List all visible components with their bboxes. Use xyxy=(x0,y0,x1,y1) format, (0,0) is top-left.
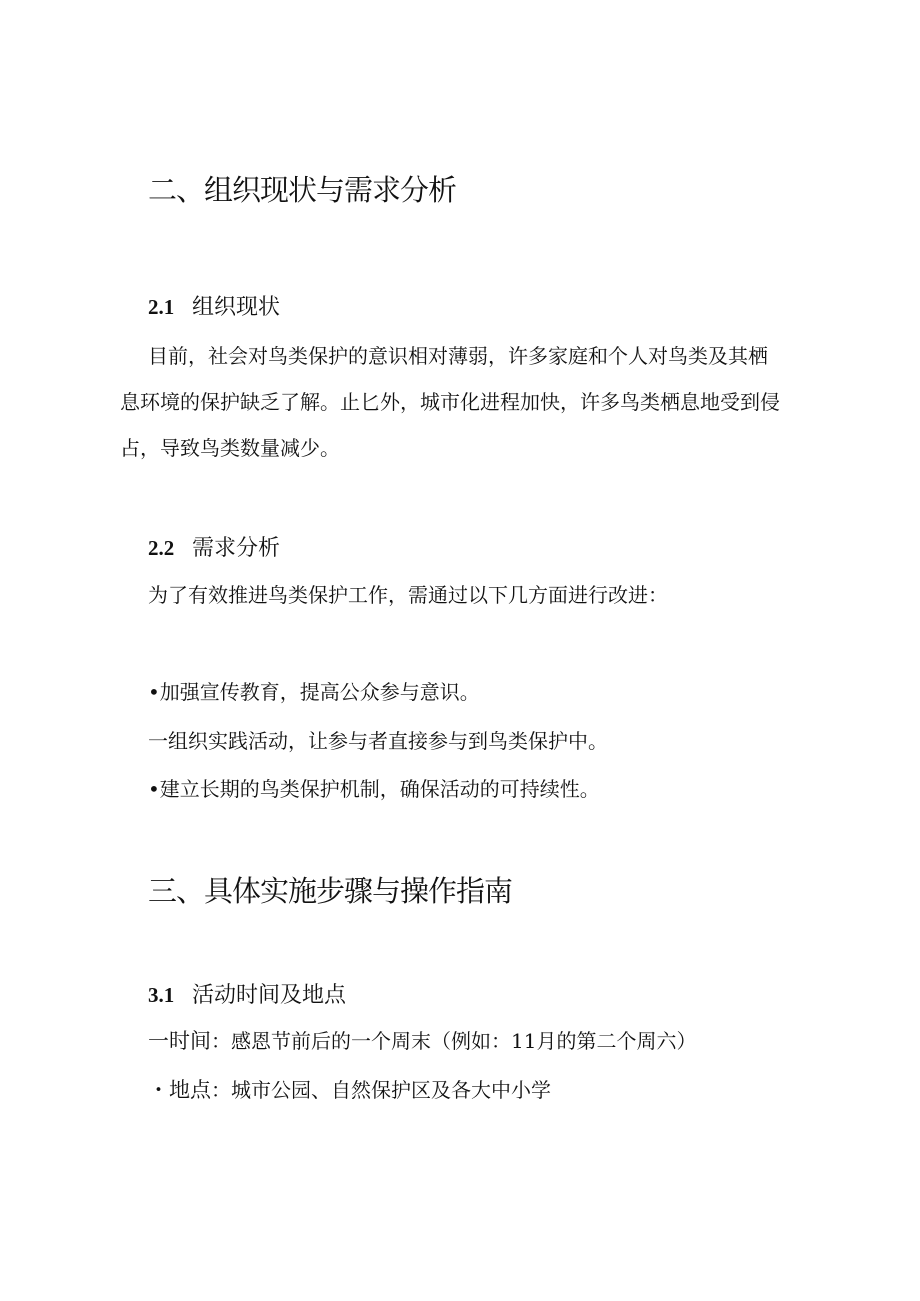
place-value: ：城市公园、自然保护区及各大中小学 xyxy=(211,1078,551,1102)
subsection-title: 组织现状 xyxy=(192,295,281,320)
place-label: ・地点 xyxy=(148,1078,211,1102)
time-label: 一时间 xyxy=(148,1029,211,1053)
subsection-2-1-heading xyxy=(148,293,280,322)
subsection-2-2-heading xyxy=(148,534,280,563)
paragraph-status xyxy=(120,333,810,471)
list-item: •建立长期的鸟类保护机制，确保活动的可持续性。 xyxy=(148,777,600,801)
list-item: 一组织实践活动，让参与者直接参与到鸟类保护中。 xyxy=(148,729,608,753)
subsection-number: 2.1 xyxy=(148,295,175,319)
section-3-heading: 三、具体实施步骤与操作指南 xyxy=(148,874,513,908)
paragraph-line: 目前，社会对鸟类保护的意识相对薄弱，许多家庭和个人对鸟类及其栖 xyxy=(148,344,768,368)
time-line xyxy=(148,1018,696,1064)
paragraph-line: 占，导致鸟类数量减少。 xyxy=(120,436,340,460)
needs-intro: 为了有效推进鸟类保护工作，需通过以下几方面进行改进： xyxy=(148,583,668,607)
place-line xyxy=(148,1067,551,1113)
section-2-heading: 二、组织现状与需求分析 xyxy=(148,173,457,207)
list-item: •加强宣传教育，提高公众参与意识。 xyxy=(148,680,480,704)
subsection-number: 3.1 xyxy=(148,983,175,1007)
subsection-3-1-heading xyxy=(148,981,346,1010)
paragraph-line: 息环境的保护缺乏了解。止匕外，城市化进程加快，许多鸟类栖息地受到侵 xyxy=(120,390,780,414)
subsection-title: 活动时间及地点 xyxy=(192,983,347,1008)
subsection-number: 2.2 xyxy=(148,536,175,560)
time-value: ：感恩节前后的一个周末（例如：11月的第二个周六） xyxy=(211,1029,697,1053)
subsection-title: 需求分析 xyxy=(192,536,281,561)
